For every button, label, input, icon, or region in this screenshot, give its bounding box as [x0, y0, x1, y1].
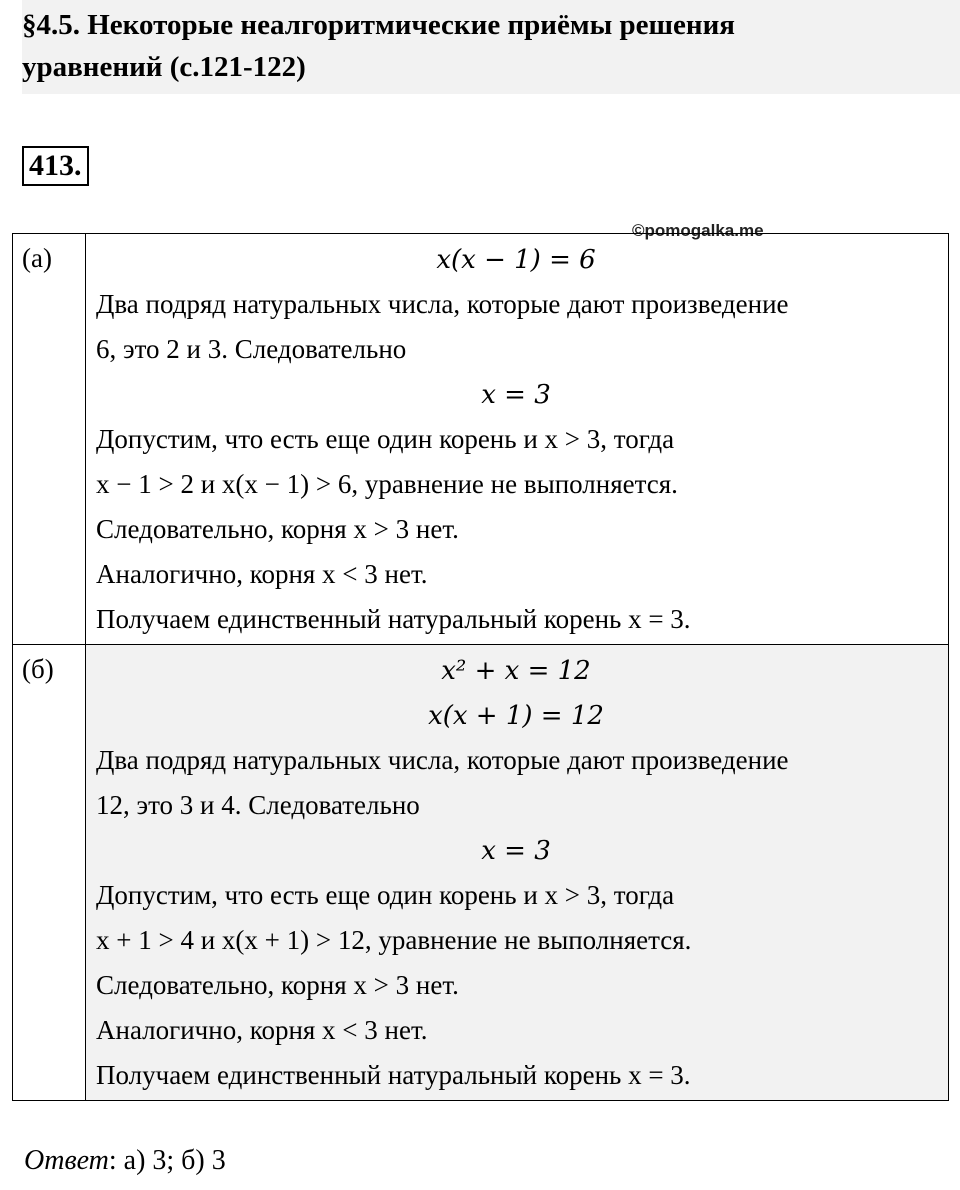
problem-number: 413.	[22, 146, 89, 186]
equation-line	[96, 828, 936, 873]
equation: x = 3	[481, 380, 551, 410]
text-line: x − 1 > 2 и x(x − 1) > 6, уравнение не выполняется.	[96, 469, 678, 499]
answer-line	[24, 1141, 226, 1181]
text-line: Два подряд натуральных числа, которые дают произведение	[96, 745, 789, 775]
text-line: Получаем единственный натуральный корень x = 3.	[96, 604, 691, 634]
part-solution	[86, 645, 949, 1101]
text-line: Допустим, что есть еще один корень и x > 3, тогда	[96, 424, 675, 454]
text-line: x + 1 > 4 и x(x + 1) > 12, уравнение не выполняется.	[96, 925, 692, 955]
part-label: (а)	[13, 234, 86, 645]
equation-line	[96, 237, 936, 282]
text-line: Аналогично, корня x < 3 нет.	[96, 1015, 428, 1045]
equation-line	[96, 372, 936, 417]
equation-line	[96, 693, 936, 738]
equation: x² + x = 12	[441, 656, 591, 686]
solution-table	[12, 233, 949, 1101]
text-line: Следовательно, корня x > 3 нет.	[96, 970, 459, 1000]
equation: x(x − 1) = 6	[436, 245, 596, 275]
section-title	[22, 4, 735, 88]
solution-row	[13, 234, 949, 645]
equation: x(x + 1) = 12	[428, 701, 604, 731]
answer-label: Ответ	[24, 1145, 109, 1176]
text-line: 6, это 2 и 3. Следовательно	[96, 334, 407, 364]
section-title-line-2: уравнений (с.121-122)	[22, 51, 306, 83]
text-line: Допустим, что есть еще один корень и x > 3, тогда	[96, 880, 675, 910]
text-line: Получаем единственный натуральный корень x = 3.	[96, 1060, 691, 1090]
equation-line	[96, 648, 936, 693]
text-line: Два подряд натуральных числа, которые дают произведение	[96, 289, 789, 319]
watermark: ©pomogalka.me	[632, 221, 764, 240]
equation: x = 3	[481, 836, 551, 866]
section-title-line-1: §4.5. Некоторые неалгоритмические приёмы решения	[22, 9, 735, 41]
text-line: Аналогично, корня x < 3 нет.	[96, 559, 428, 589]
part-label: (б)	[13, 645, 86, 1101]
solution-row	[13, 645, 949, 1101]
text-line: Следовательно, корня x > 3 нет.	[96, 514, 459, 544]
answer-text: : а) 3; б) 3	[108, 1145, 226, 1176]
text-line: 12, это 3 и 4. Следовательно	[96, 790, 420, 820]
part-solution	[86, 234, 949, 645]
section-header	[22, 0, 960, 94]
